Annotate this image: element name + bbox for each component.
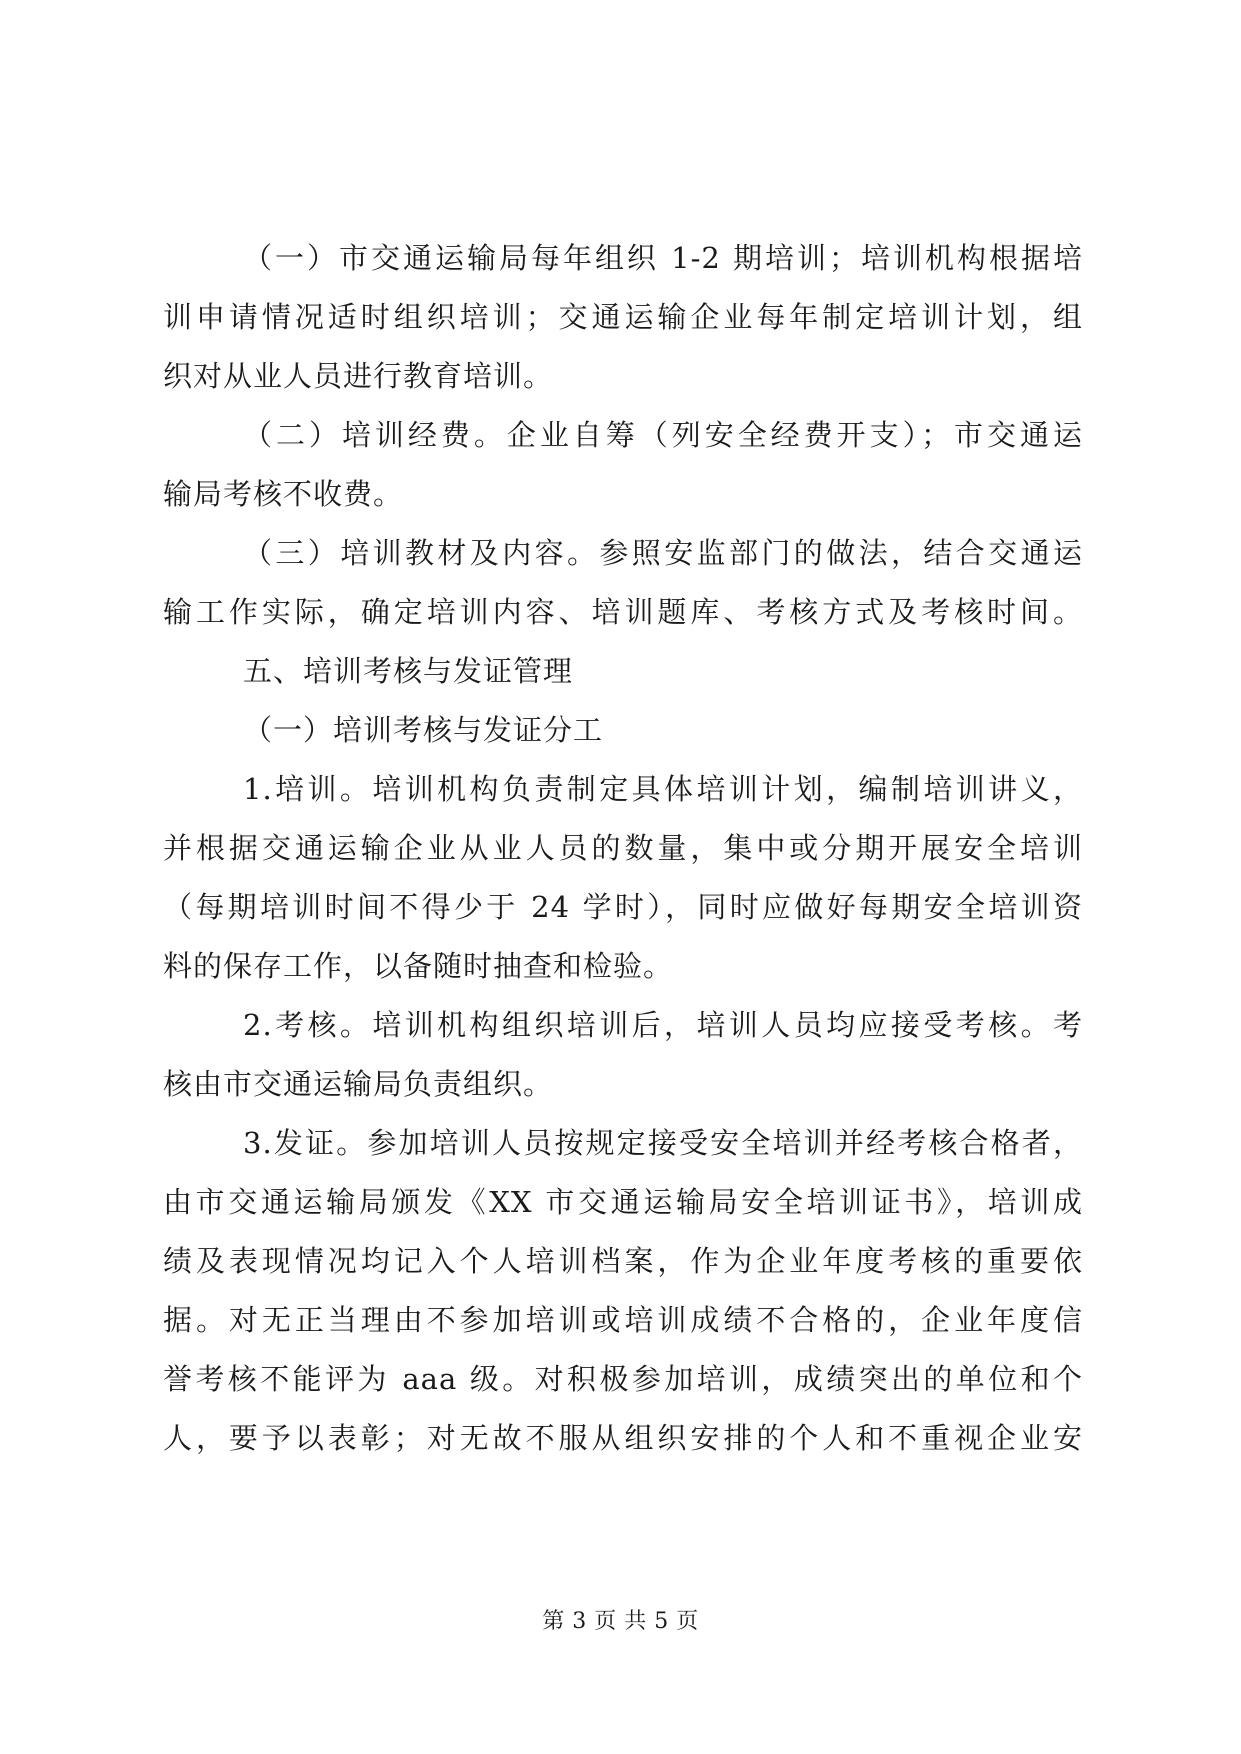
text-line: 织对从业人员进行教育培训。 — [163, 359, 554, 393]
text-line: 绩及表现情况均记入个人培训档案，作为企业年度考核的重要依 — [163, 1244, 1083, 1278]
text-line: 3.发证。参加培训人员按规定接受安全培训并经考核合格者， — [243, 1126, 1083, 1160]
text-line: 料的保存工作，以备随时抽查和检验。 — [163, 949, 674, 983]
text-line: 人，要予以表彰；对无故不服从组织安排的个人和不重视企业安 — [163, 1421, 1083, 1455]
subsection-heading: （一）培训考核与发证分工 — [243, 713, 604, 747]
text-line: 并根据交通运输企业从业人员的数量，集中或分期开展安全培训 — [163, 831, 1083, 865]
text-line: （一）市交通运输局每年组织 1-2 期培训；培训机构根据培 — [243, 241, 1083, 275]
text-line: 核由市交通运输局负责组织。 — [163, 1067, 554, 1101]
text-line: 1.培训。培训机构负责制定具体培训计划，编制培训讲义， — [243, 772, 1083, 806]
text-line: （二）培训经费。企业自筹（列安全经费开支）；市交通运 — [243, 418, 1083, 452]
text-line: 由市交通运输局颁发《XX 市交通运输局安全培训证书》，培训成 — [163, 1185, 1083, 1219]
page-number-footer: 第 3 页 共 5 页 — [542, 1609, 699, 1634]
text-line: （每期培训时间不得少于 24 学时），同时应做好每期安全培训资 — [163, 890, 1083, 924]
text-line: 据。对无正当理由不参加培训或培训成绩不合格的，企业年度信 — [163, 1303, 1083, 1337]
text-line: 誉考核不能评为 aaa 级。对积极参加培训，成绩突出的单位和个 — [163, 1362, 1083, 1396]
text-line: （三）培训教材及内容。参照安监部门的做法，结合交通运 — [243, 536, 1083, 570]
text-line: 训申请情况适时组织培训；交通运输企业每年制定培训计划，组 — [163, 300, 1083, 334]
text-line: 输工作实际，确定培训内容、培训题库、考核方式及考核时间。 — [163, 595, 1083, 629]
text-line: 2.考核。培训机构组织培训后，培训人员均应接受考核。考 — [243, 1008, 1083, 1042]
text-line: 输局考核不收费。 — [163, 477, 404, 511]
section-heading: 五、培训考核与发证管理 — [243, 654, 574, 688]
